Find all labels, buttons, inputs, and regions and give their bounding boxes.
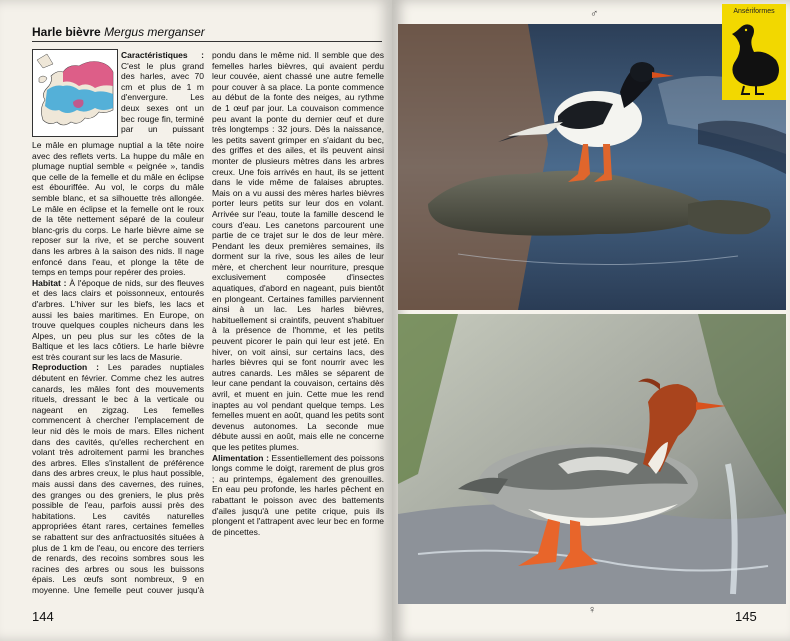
reproduction-continued: pondu dans le même nid. Il semble que des femelles harles bièvres, qui avaient perdu leur couvée, aient chassé une autre femelle pour couver à sa place. La ponte commence au début de la fonte des neiges, au rythme de 1 œuf par jour. La couvaison commence peu avant la ponte du dernier œuf et dure très longtemps : 32 jours. Dès la naissance, les petits savent grimper en s'aidant du bec, des griffes et des ailes, et ils peuvent ainsi monter de plusieurs mètres dans les arbres creux. Une fois arrivés en haut, ils se jettent dans le vide même de falaises abruptes. Mais on a vu aussi des mères harles bièvres porter leurs petits sur leur dos en volant. Arrivée sur l'eau, toute la famille descend le cours d'eau. Les canetons parcourent une partie de ce trajet sur le dos de leur mère. Pendant les deux premières semaines, ils dorment sur la rive, sous les ailes de leur mère, et cherchent leur nourriture, presque exclusivement composée d'insectes aquatiques, d'abord en nageant, puis bientôt en plongeant. Certaines familles parviennent ainsi à un lac. Les harles bièvres, habituellement si craintifs, peuvent s'habituer à la présence de l'homme, et les petits peuvent picorer le pain qui leur est jeté. En hiver, on voit ainsi, sur certains lacs, des harles bièvres qui se font nourrir avec les autres canards. Les mâles se séparent de leur cane pendant la couvaison, certains dès avril, et muent en juin. Cette mue les rend inaptes au vol pendant quelque temps. Les femelles muent en août, quand les petits sont devenus autonomes. La seconde mue débute aussi en août, mais elle ne concerne que les petites plumes. <box>212 50 384 452</box>
species-common-name: Harle bièvre <box>32 25 101 39</box>
male-symbol: ♂ <box>590 8 599 20</box>
order-tab <box>722 4 786 100</box>
female-symbol: ♀ <box>588 604 597 616</box>
order-label: Ansériformes <box>733 8 775 15</box>
page-number-right: 145 <box>735 609 757 624</box>
female-merganser-photo <box>398 314 786 604</box>
alimentation-heading: Alimentation : <box>212 452 269 463</box>
page-number-left: 144 <box>32 609 54 624</box>
reproduction-text: Les parades nuptiales débutent en février. Comme chez les autres canards, les mâles font des mouvements rituels, dressant le bec à la verticale ou nageant en zigzag. Les femelles commencent à chercher l'emplacement de leur nid dès le mois de mars. Elles nichent dans des cavités, qu'elles recherchent en volant très adroitement parmi les branches des arbres. Elles s'installent de préférence dans des arbres creux, le plus haut possible, mais aussi dans des cavernes, des ruines, des granges ou des greniers, le plus près possible de l'eau, parfois aussi près des habitations. Les cavités naturelles appropriées étant rares, certaines femelles se rabattent sur des anfractuosités situées à plus de 1 km de l'eau, ou encore des terriers de renards, des recoins sombres sous les racines des arbres ou sous les buissons épais. Les œufs sont nombreux, 9 en moyenne. Une femelle peut couver jusqu'à <box>32 362 204 595</box>
female-merganser-image <box>398 314 786 604</box>
species-latin-name: Mergus merganser <box>104 25 205 39</box>
species-title <box>32 25 382 42</box>
habitat-heading: Habitat : <box>32 277 67 288</box>
reproduction-heading: Reproduction : <box>32 362 99 373</box>
alimentation-text: Essentiellement des poissons longs comme le doigt, rarement de plus gros ; au printemps, également des grenouilles. En eau peu profonde, les harles pêchent en rabattant le poisson avec des battements d'ailes jusqu'à une petite crique, puis ils plongent et l'attrapent avec leur bec en forme de pincettes. <box>212 452 384 537</box>
distribution-map-graphic <box>33 50 117 136</box>
characteristics-heading: Caractéristiques : <box>121 50 204 60</box>
habitat-text: À l'époque de nids, sur des fleuves et des lacs clairs et poissonneux, entourés d'arbres. L'hiver sur les biefs, les lacs et aussi les baies maritimes. En Europe, on trouve quelques couples nicheurs dans les Alpes, un peu plus sur les côtes de la Baltique et les lacs côtiers. Le harle bièvre est très courant sur les lacs de Masurie. <box>32 277 204 362</box>
left-column-text <box>32 140 204 595</box>
right-column-text <box>212 50 384 602</box>
characteristics-text: C'est le plus grand des harles, avec 70 cm et plus de 1 m d'envergure. Les deux sexes ont un bec rouge fin, terminé par un puissant <box>121 60 204 135</box>
distribution-map <box>32 49 118 137</box>
description-paragraph: Le mâle en plumage nuptial a la tête noire avec des reflets verts. La huppe du mâle en plumage nuptial semble « peignée », tandis que celle de la femelle et du mâle en éclipse est ébouriffée. Au vol, le corps du mâle semble blanc, et sa silhouette très allongée. Le mâle en éclipse et la femelle ont le roux de la tête nettement séparé de la couleur blanc-gris du corps. Le harle bièvre aime se reposer sur la rive, et se perche souvent dans les arbres à la saison des nids. Il nage enfoncé dans l'eau, et plonge la tête de temps en temps pour repérer des proies. <box>32 140 204 278</box>
characteristics-block <box>121 50 204 136</box>
duck-silhouette-icon <box>726 20 782 96</box>
